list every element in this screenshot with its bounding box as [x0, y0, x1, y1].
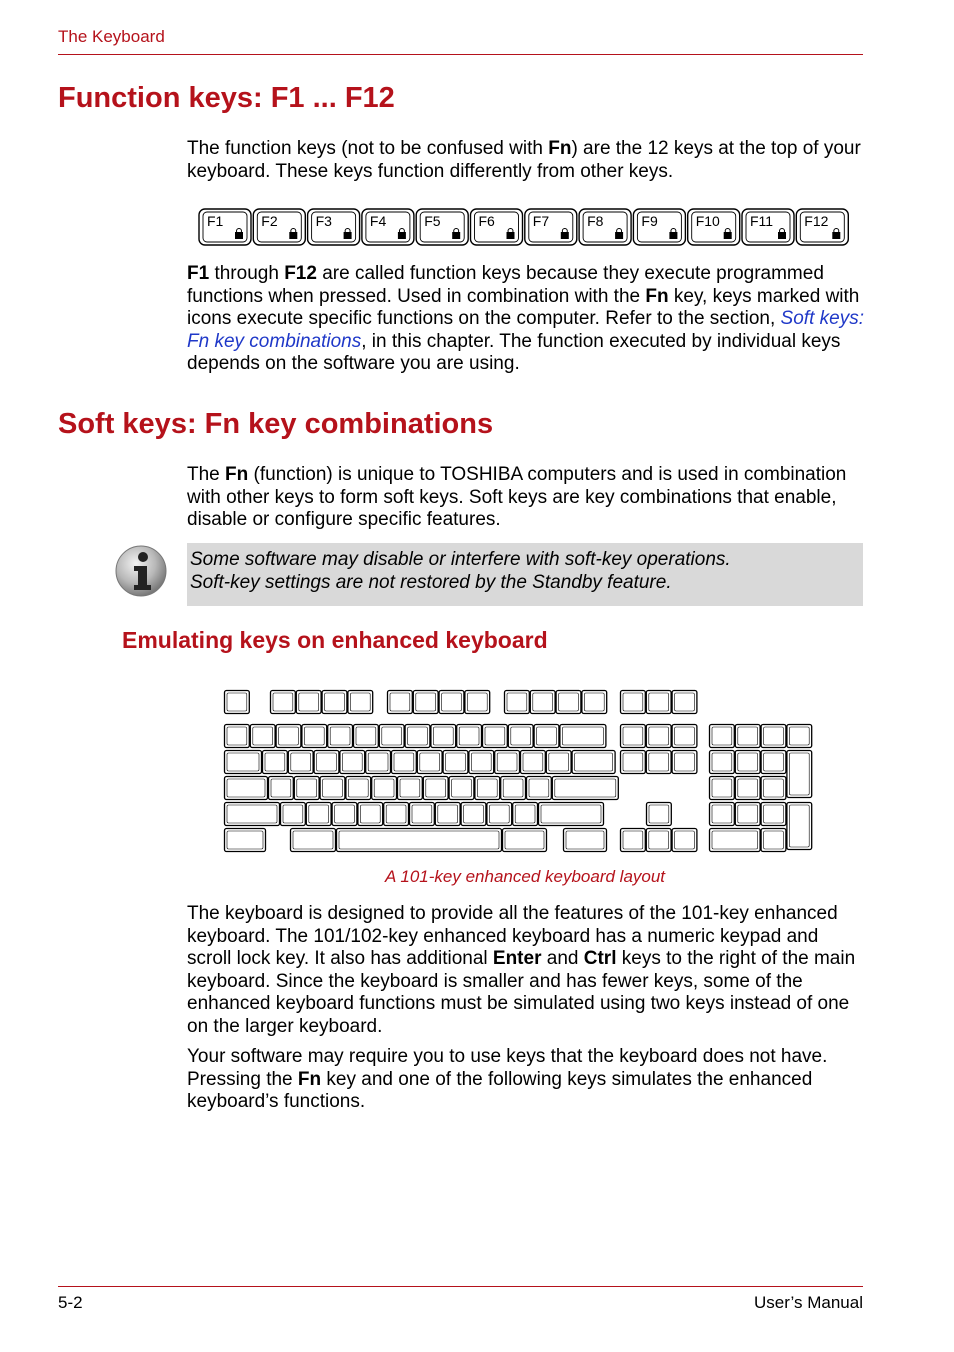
- fn-key-label: F6: [478, 213, 495, 229]
- header-rule: [58, 54, 863, 55]
- soft-keys-intro: The Fn (function) is unique to TOSHIBA computers and is used in combination with other keys to form soft keys. Soft keys are key combinations that enable, disable or configure specific features.: [187, 464, 847, 530]
- fn-key-label: F9: [641, 213, 658, 229]
- running-header: The Keyboard: [58, 27, 165, 46]
- fn-key-f8: [579, 209, 631, 245]
- fn-key-f11: [742, 209, 794, 245]
- keyboard-layout-figure: [222, 688, 816, 856]
- function-key-row: [198, 208, 852, 248]
- fn-key-f2: [253, 209, 305, 245]
- fn-key-label: F3: [315, 213, 332, 229]
- fn-key-f1: [199, 209, 251, 245]
- fn-key-label: F11: [750, 213, 774, 229]
- note-line-1: Some software may disable or interfere with soft-key operations.: [190, 549, 731, 570]
- footer-rule: [58, 1286, 863, 1287]
- emulating-para-1: The keyboard is designed to provide all the features of the 101-key enhanced keyboard. The 101/102-key enhanced keyboard has a numeric keypad and scroll lock key. It also has additional Enter and Ctrl keys to the right of the main keyboard. Since the keyboard is smaller and has fewer keys, some of the enhanced keyboard functions must be simulated using two keys instead of one on the larger keyboard.: [187, 903, 856, 1037]
- figure-caption: A 101-key enhanced keyboard layout: [384, 867, 666, 886]
- function-keys-description: F1 through F12 are called function keys because they execute programmed functions when pressed. Used in combination with the Fn key, keys marked with icons execute specific functions on the computer. Refer to the section, Soft keys: Fn key combinations, in this chapter. The function executed by individual keys depends on the software you are using.: [187, 263, 864, 374]
- fn-key-f3: [308, 209, 360, 245]
- emulating-heading: Emulating keys on enhanced keyboard: [122, 627, 548, 653]
- fn-key-f5: [416, 209, 468, 245]
- fn-key-f10: [688, 209, 740, 245]
- info-icon: [114, 544, 168, 598]
- function-keys-intro: The function keys (not to be confused with Fn) are the 12 keys at the top of your keyboard. These keys function differently from other keys.: [187, 138, 861, 182]
- fn-key-label: F5: [424, 213, 441, 229]
- soft-keys-heading: Soft keys: Fn key combinations: [58, 408, 494, 440]
- fn-key-label: F2: [261, 213, 278, 229]
- note-box: [187, 543, 863, 606]
- fn-key-f12: [796, 209, 848, 245]
- fn-key-label: F1: [207, 213, 224, 229]
- cross-reference-link[interactable]: Soft keys: Fn key combinations: [187, 308, 864, 352]
- fn-key-label: F10: [695, 213, 720, 229]
- fn-key-f6: [471, 209, 523, 245]
- fn-key-label: F7: [532, 213, 550, 229]
- note-line-2: Soft-key settings are not restored by the Standby feature.: [190, 572, 672, 593]
- fn-key-f7: [525, 209, 577, 245]
- fn-key-label: F12: [804, 213, 829, 229]
- fn-key-f9: [633, 209, 685, 245]
- fn-key-f4: [362, 209, 414, 245]
- emulating-para-2: Your software may require you to use keys that the keyboard does not have. Pressing the Fn key and one of the following keys simulates the enhanced keyboard’s functions.: [187, 1046, 828, 1112]
- fn-key-label: F8: [587, 213, 604, 229]
- fn-key-label: F4: [369, 213, 387, 229]
- page-number: 5-2: [58, 1293, 83, 1312]
- manual-title: User’s Manual: [754, 1293, 863, 1312]
- function-keys-heading: Function keys: F1 ... F12: [58, 82, 395, 114]
